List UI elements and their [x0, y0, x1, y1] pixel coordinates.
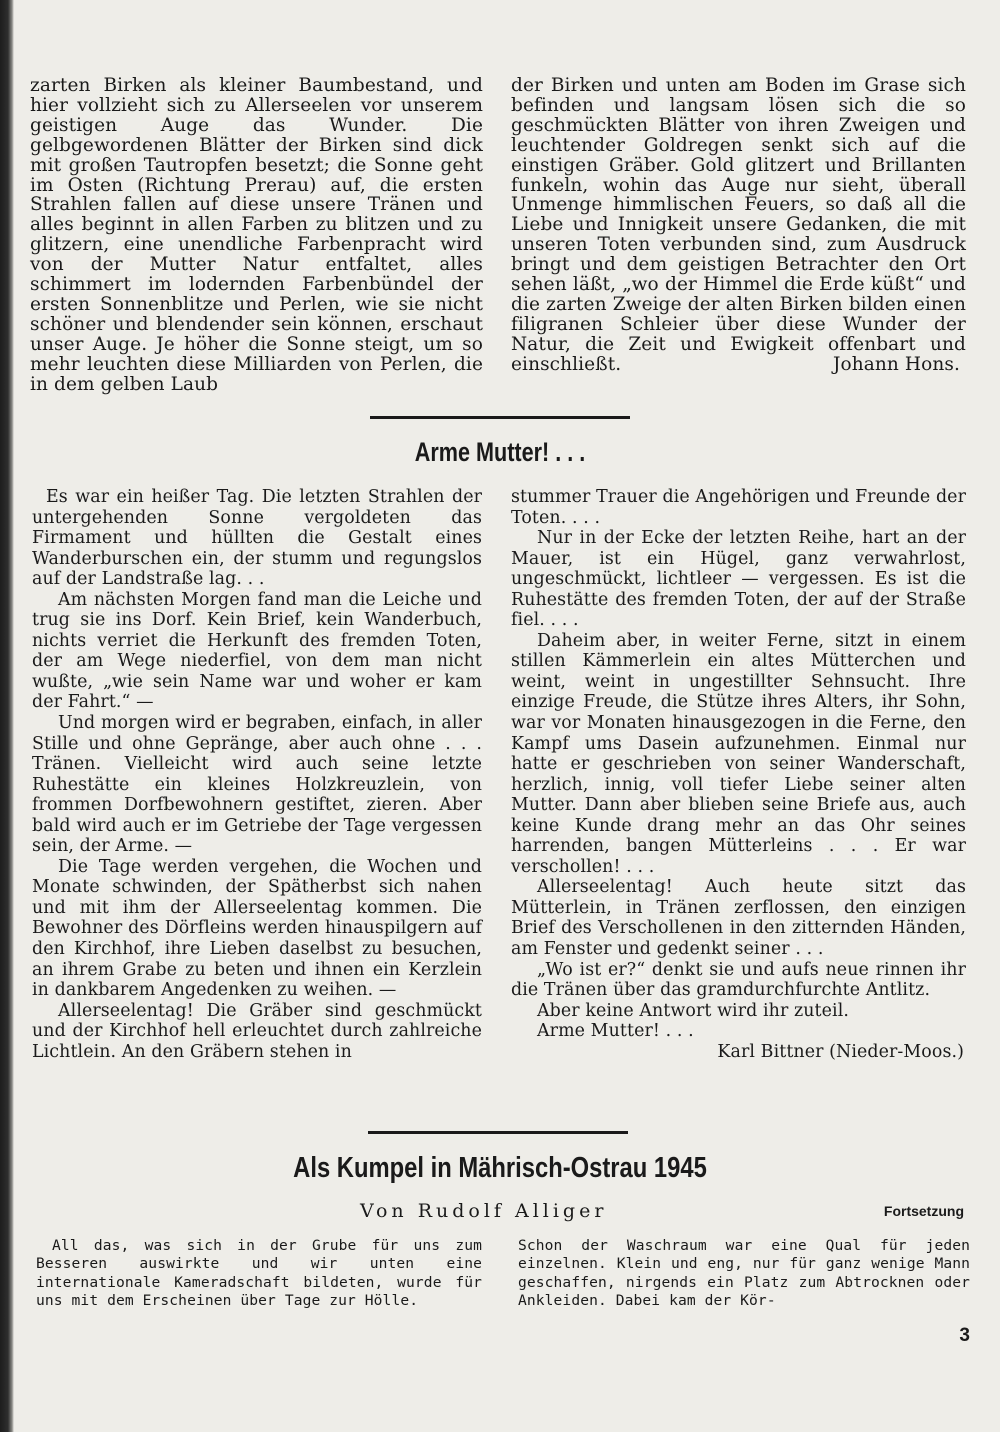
article2-right-paragraph: Nur in der Ecke der letzten Reihe, hart an der Mauer, ist ein Hügel, ganz verwahrlost, ungeschmückt, lichtleer — vergessen. Es ist die Ruhestätte des fremden Toten, der auf der Straße fiel. . . .: [511, 528, 966, 631]
divider-rule: [368, 1131, 628, 1134]
article2-right-paragraph: Arme Mutter! . . .: [537, 1021, 694, 1042]
article3-title: Als Kumpel in Mährisch-Ostrau 1945: [293, 1152, 707, 1184]
article2-right-paragraph: stummer Trauer die Angehörigen und Freunde der Toten. . . .: [511, 487, 966, 528]
article3-byline: Von Rudolf Alliger: [360, 1200, 608, 1222]
article3-left-paragraph: All das, was sich in der Grube für uns zum Besseren auswirkte und wir unten eine internationale Kameradschaft bildeten, wurde für uns mit dem Erscheinen über Tage zur Hölle.: [36, 1237, 482, 1309]
binding-edge: [0, 0, 14, 1432]
article2-right-paragraph: Allerseelentag! Auch heute sitzt das Mütterlein, in Tränen zerflossen, den einzigen Brief des Verschollenen in den zitternden Händen, am Fenster und gedenkt seiner . . .: [511, 877, 966, 960]
article2-author: Karl Bittner (Nieder-Moos.): [717, 1041, 964, 1062]
article1-right-paragraph: der Birken und unten am Boden im Grase sich befinden und langsam lösen sich die so geschmückten Blätter von ihren Zweigen und leuchtender Goldregen senkt sich auf die einstigen Gräber. Gold glitzert und Brillanten funkeln, wohin das Auge nur sieht, überall Unmenge himmlischen Feuers, so daß all die Liebe und Innigkeit unsere Gedanken, die mit unseren Toten verbunden sind, zum Ausdruck bringt und dem geistigen Betrachter den Ort sehen läßt, „wo der Himmel die Erde küßt“ und die zarten Zweige der alten Birken bilden einen filigranen Schleier über diese Wunder der Natur, die Zeit und Ewigkeit offenbart und einschließt.: [511, 75, 966, 375]
article1-left-column: [30, 76, 483, 395]
article3-right-column: [518, 1237, 970, 1310]
article3-left-column: [36, 1237, 482, 1310]
article3-right-paragraph: Schon der Waschraum war eine Qual für jeden einzelnen. Klein und eng, nur für ganz wenige Mann geschaffen, nirgends ein Platz zum Abtrocknen oder Ankleiden. Dabei kam der Kör-: [518, 1237, 970, 1309]
article2-left-paragraph: Allerseelentag! Die Gräber sind geschmückt und der Kirchhof hell erleuchtet durch zahlreiche Lichtlein. An den Gräbern stehen in: [32, 1000, 482, 1062]
article2-title: Arme Mutter! . . .: [414, 437, 586, 467]
article2-right-paragraph: „Wo ist er?“ denkt sie und aufs neue rinnen ihr die Tränen über das gramdurchfurchte Antlitz.: [511, 959, 966, 1001]
article2-left-paragraph: Am nächsten Morgen fand man die Leiche und trug sie ins Dorf. Kein Brief, kein Wanderbuch, nichts verriet die Herkunft des fremden Toten, der am Wege niederfiel, von dem man nicht wußte, „wie sein Name war und woher er kam der Fahrt.“ —: [32, 589, 482, 713]
article1-left-paragraph: zarten Birken als kleiner Baumbestand, und hier vollzieht sich zu Allerseelen vor unserem geistigen Auge das Wunder. Die gelbgewordenen Blätter der Birken sind dick mit großen Tautropfen besetzt; die Sonne geht im Osten (Richtung Prerau) auf, die ersten Strahlen fallen auf diese unsere Tränen und alles beginnt in allen Farben zu blitzen und zu glitzern, eine unendliche Farbenpracht wird von der Mutter Natur entfaltet, alles schimmert im lodernden Farbenbündel der ersten Sonnenblitze und Perlen, wie sie nicht schöner und blendender sein können, erschaut unser Auge. Je höher die Sonne steigt, um so mehr leuchten diese Milliarden von Perlen, die in dem gelben Laub: [30, 75, 483, 395]
article2-right-column: [511, 487, 966, 1062]
page-number: 3: [959, 1325, 970, 1346]
article2-right-paragraph: Aber keine Antwort wird ihr zuteil.: [537, 1000, 849, 1021]
article2-left-paragraph: Es war ein heißer Tag. Die letzten Strahlen der untergehenden Sonne vergoldeten das Firmament und hüllten die Gestalt eines Wanderburschen ein, der stumm und regungslos auf der Landstraße lag. . .: [32, 487, 482, 590]
article2-right-paragraph: Daheim aber, in weiter Ferne, sitzt in einem stillen Kämmerlein ein altes Mütterchen und weint, weint in ungestillter Sehnsucht. Ihre einzige Freude, die Stütze ihres Alters, ihr Sohn, war vor Monaten hinausgezogen in die Ferne, den Kampf ums Dasein aufzunehmen. Einmal nur hatte er geschrieben von seiner Wanderschaft, herzlich, innig, voll tiefer Liebe seiner alten Mutter. Dann aber blieben seine Briefe aus, auch keine Kunde drang mehr an das Ohr seines harrenden, bangen Mütterleins . . . Er war verschollen! . . .: [511, 630, 966, 877]
continuation-label: Fortsetzung: [883, 1203, 964, 1219]
article2-left-column: [32, 487, 482, 1062]
article1-author: Johann Hons.: [833, 353, 960, 375]
article1-right-column: [511, 76, 966, 375]
divider-rule: [370, 416, 630, 419]
article2-left-paragraph: Und morgen wird er begraben, einfach, in aller Stille und ohne Gepränge, aber auch ohne . . . Tränen. Vielleicht wird auch seine letzte Ruhestätte ein kleines Holzkreuzlein, von frommen Dorfbewohnern gestiftet, zieren. Aber bald wird auch er im Getriebe der Tage vergessen sein, der Arme. —: [32, 713, 482, 857]
article2-left-paragraph: Die Tage werden vergehen, die Wochen und Monate schwinden, der Spätherbst sich nahen und mit ihm der Allerseelentag kommen. Die Bewohner des Dörfleins werden hinauspilgern auf den Kirchhof, ihre Lieben daselbst zu besuchen, an ihrem Grabe zu beten und ihnen ein Kerzlein in dankbarem Angedenken zu weihen. —: [32, 856, 482, 1001]
